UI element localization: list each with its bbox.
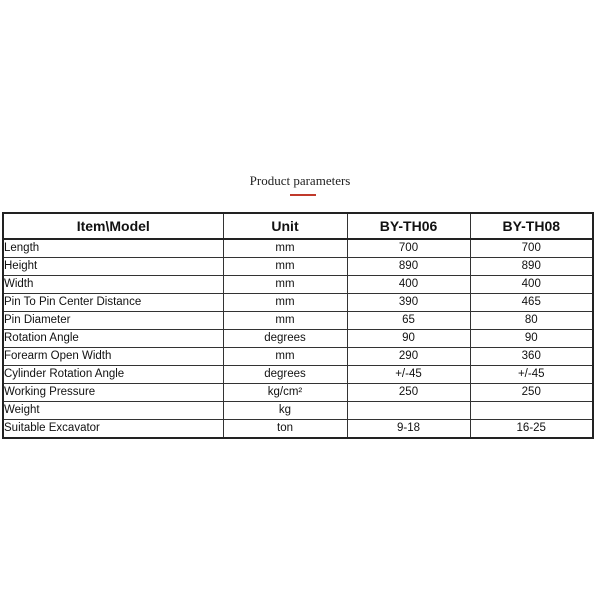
cell-unit: degrees [223,366,347,384]
cell-item: Forearm Open Width [3,348,223,366]
cell-by-th06: 890 [347,258,470,276]
cell-unit: mm [223,276,347,294]
cell-by-th06: 390 [347,294,470,312]
cell-item: Suitable Excavator [3,420,223,439]
cell-unit: mm [223,312,347,330]
table-row [3,348,593,366]
table-header-row [3,213,593,239]
header-model-by-th06: BY-TH06 [347,213,470,239]
cell-by-th08: 250 [470,384,593,402]
cell-unit: mm [223,239,347,258]
cell-unit: degrees [223,330,347,348]
page-title: Product parameters [249,173,351,188]
cell-by-th06: 250 [347,384,470,402]
cell-by-th06: 65 [347,312,470,330]
cell-unit: mm [223,348,347,366]
table-row [3,384,593,402]
table-row [3,330,593,348]
cell-by-th08: 700 [470,239,593,258]
cell-by-th08: +/-45 [470,366,593,384]
product-parameters-table [2,212,594,439]
cell-unit: kg [223,402,347,420]
table-row [3,402,593,420]
header-model-by-th08: BY-TH08 [470,213,593,239]
cell-by-th08: 465 [470,294,593,312]
cell-item: Width [3,276,223,294]
cell-by-th06: 700 [347,239,470,258]
cell-by-th08 [470,402,593,420]
cell-item: Rotation Angle [3,330,223,348]
cell-unit: mm [223,258,347,276]
header-item-model: Item\Model [3,213,223,239]
cell-unit: ton [223,420,347,439]
cell-by-th08: 90 [470,330,593,348]
table-row [3,312,593,330]
header-unit: Unit [223,213,347,239]
cell-by-th06: 290 [347,348,470,366]
cell-item: Pin To Pin Center Distance [3,294,223,312]
table-row [3,294,593,312]
cell-by-th06: 400 [347,276,470,294]
cell-by-th06: 90 [347,330,470,348]
cell-by-th06: +/-45 [347,366,470,384]
cell-item: Cylinder Rotation Angle [3,366,223,384]
cell-by-th08: 80 [470,312,593,330]
cell-unit: mm [223,294,347,312]
cell-item: Working Pressure [3,384,223,402]
table-row [3,258,593,276]
cell-item: Height [3,258,223,276]
cell-unit: kg/cm² [223,384,347,402]
cell-item: Weight [3,402,223,420]
cell-by-th06: 9-18 [347,420,470,439]
cell-by-th08: 16-25 [470,420,593,439]
cell-by-th06 [347,402,470,420]
title-underline-accent [290,194,316,196]
table-row [3,366,593,384]
table-row [3,276,593,294]
table-row [3,239,593,258]
cell-by-th08: 360 [470,348,593,366]
cell-by-th08: 400 [470,276,593,294]
cell-item: Pin Diameter [3,312,223,330]
table-row [3,420,593,439]
cell-item: Length [3,239,223,258]
cell-by-th08: 890 [470,258,593,276]
